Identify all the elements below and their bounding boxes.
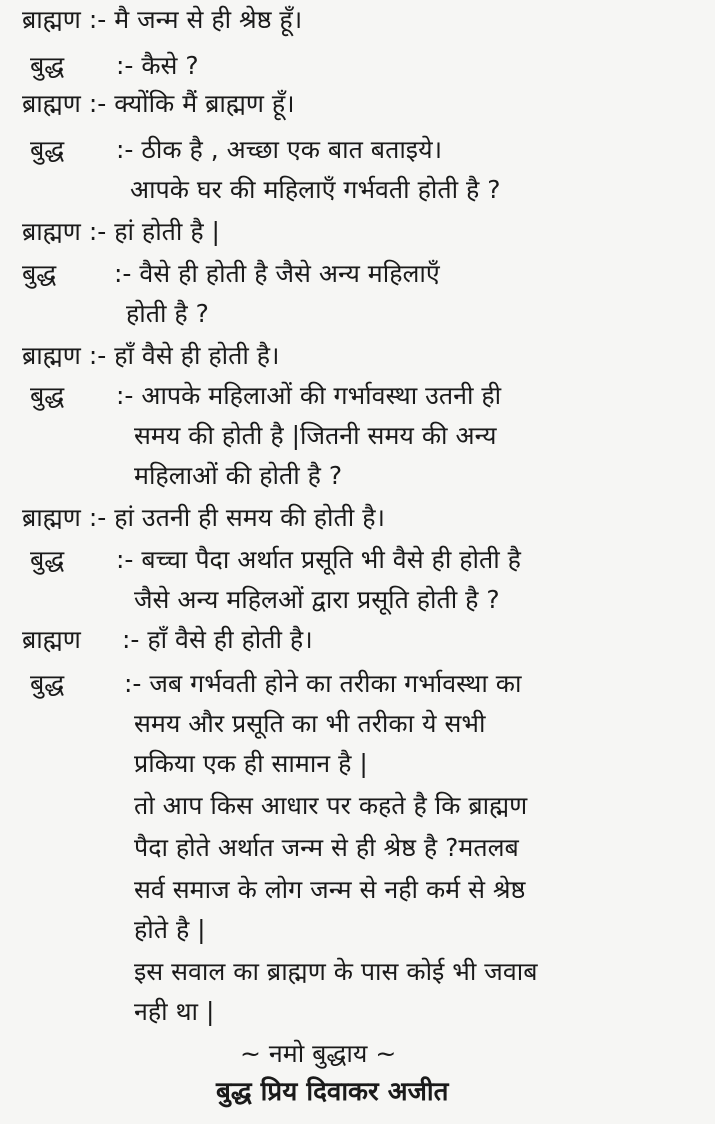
dialogue-text: जब गर्भवती होने का तरीका गर्भावस्था का [149,669,522,698]
dialogue-line [22,84,295,124]
dialogue-text: समय की होती है |जितनी समय की अन्य [134,421,497,450]
dialogue-text: होते है | [134,915,206,944]
separator: :- [115,135,134,164]
dialogue-text: हाँ वैसे ही होती है। [114,341,280,370]
speaker-brahmin: ब्राह्मण [22,217,81,246]
dialogue-line [30,130,442,170]
dialogue-continuation [134,952,537,992]
dialogue-line [22,212,220,252]
separator: :- [121,625,140,654]
separator: :- [115,381,134,410]
speaker-brahmin: ब्राह्मण [22,503,81,532]
separator: :- [88,217,107,246]
dialogue-text: मै जन्म से ही श्रेष्ठ हूँ। [114,5,303,34]
separator: :- [88,503,107,532]
dialogue-line [22,336,280,376]
separator: :- [88,5,107,34]
dialogue-line [22,498,385,538]
separator: :- [88,341,107,370]
dialogue-text: वैसे ही होती है जैसे अन्य महिलाएँ [139,259,440,288]
dialogue-text: आपके घर की महिलाएँ गर्भवती होती है ? [130,175,501,204]
speaker-brahmin: ब्राह्मण [22,341,81,370]
dialogue-continuation [134,786,527,826]
author-name: बुद्ध प्रिय दिवाकर अजीत [216,1077,449,1107]
dialogue-continuation [134,704,485,744]
speaker-buddha: बुद्ध [22,259,57,288]
dialogue-text: आपके महिलाओं की गर्भावस्था उतनी ही [141,381,502,410]
dialogue-continuation [134,910,206,950]
dialogue-text: तो आप किस आधार पर कहते है कि ब्राह्मण [134,791,528,820]
dialogue-text: बच्चा पैदा अर्थात प्रसूति भी वैसे ही होती है [141,545,521,574]
speaker-brahmin: ब्राह्मण [22,5,81,34]
dialogue-text: हाँ वैसे ही होती है। [147,625,313,654]
separator: :- [115,545,134,574]
dialogue-line [22,254,440,294]
dialogue-continuation [130,170,501,210]
dialogue-line [22,620,313,660]
dialogue-continuation [134,416,496,456]
speaker-brahmin: ब्राह्मण [22,89,81,118]
dialogue-continuation [134,456,342,496]
dialogue-line [30,540,521,580]
speaker-brahmin: ब्राह्मण [22,625,81,654]
dialogue-text: नही था | [134,997,215,1026]
dialogue-continuation [134,580,500,620]
dialogue-text: क्योंकि मैं ब्राह्मण हूँ। [114,89,295,118]
speaker-buddha: बुद्ध [30,135,65,164]
dialogue-continuation [134,870,525,910]
dialogue-line [22,0,302,40]
separator: :- [123,669,142,698]
dialogue-line [30,376,501,416]
speaker-buddha: बुद्ध [30,381,65,410]
separator: :- [113,259,132,288]
dialogue-text: समय और प्रसूति का भी तरीका ये सभी [134,709,486,738]
dialogue-line [30,46,199,86]
dialogue-text: प्रकिया एक ही सामान है | [134,749,368,778]
separator: :- [115,51,134,80]
dialogue-text: ठीक है , अच्छा एक बात बताइये। [141,135,443,164]
speaker-buddha: बुद्ध [30,51,65,80]
dialogue-line [30,664,521,704]
dialogue-text: हां होती है | [114,217,220,246]
dialogue-continuation [134,828,519,868]
dialogue-continuation [134,744,368,784]
dialogue-text: कैसे ? [141,51,199,80]
speaker-buddha: बुद्ध [30,669,65,698]
dialogue-text: सर्व समाज के लोग जन्म से नही कर्म से श्रेष्ठ [134,875,526,904]
dialogue-continuation [126,294,209,334]
dialogue-text: हां उतनी ही समय की होती है। [114,503,385,532]
dialogue-continuation [134,992,214,1032]
dialogue-text: होती है ? [126,299,209,328]
separator: :- [88,89,107,118]
dialogue-text: पैदा होते अर्थात जन्म से ही श्रेष्ठ है ?मतलब [134,833,519,862]
speaker-buddha: बुद्ध [30,545,65,574]
dialogue-text: इस सवाल का ब्राह्मण के पास कोई भी जवाब [134,957,538,986]
dialogue-text: जैसे अन्य महिलओं द्वारा प्रसूति होती है ? [134,585,500,614]
dialogue-text: महिलाओं की होती है ? [134,461,343,490]
closing-salutation: ~ नमो बुद्धाय ~ [240,1039,397,1068]
